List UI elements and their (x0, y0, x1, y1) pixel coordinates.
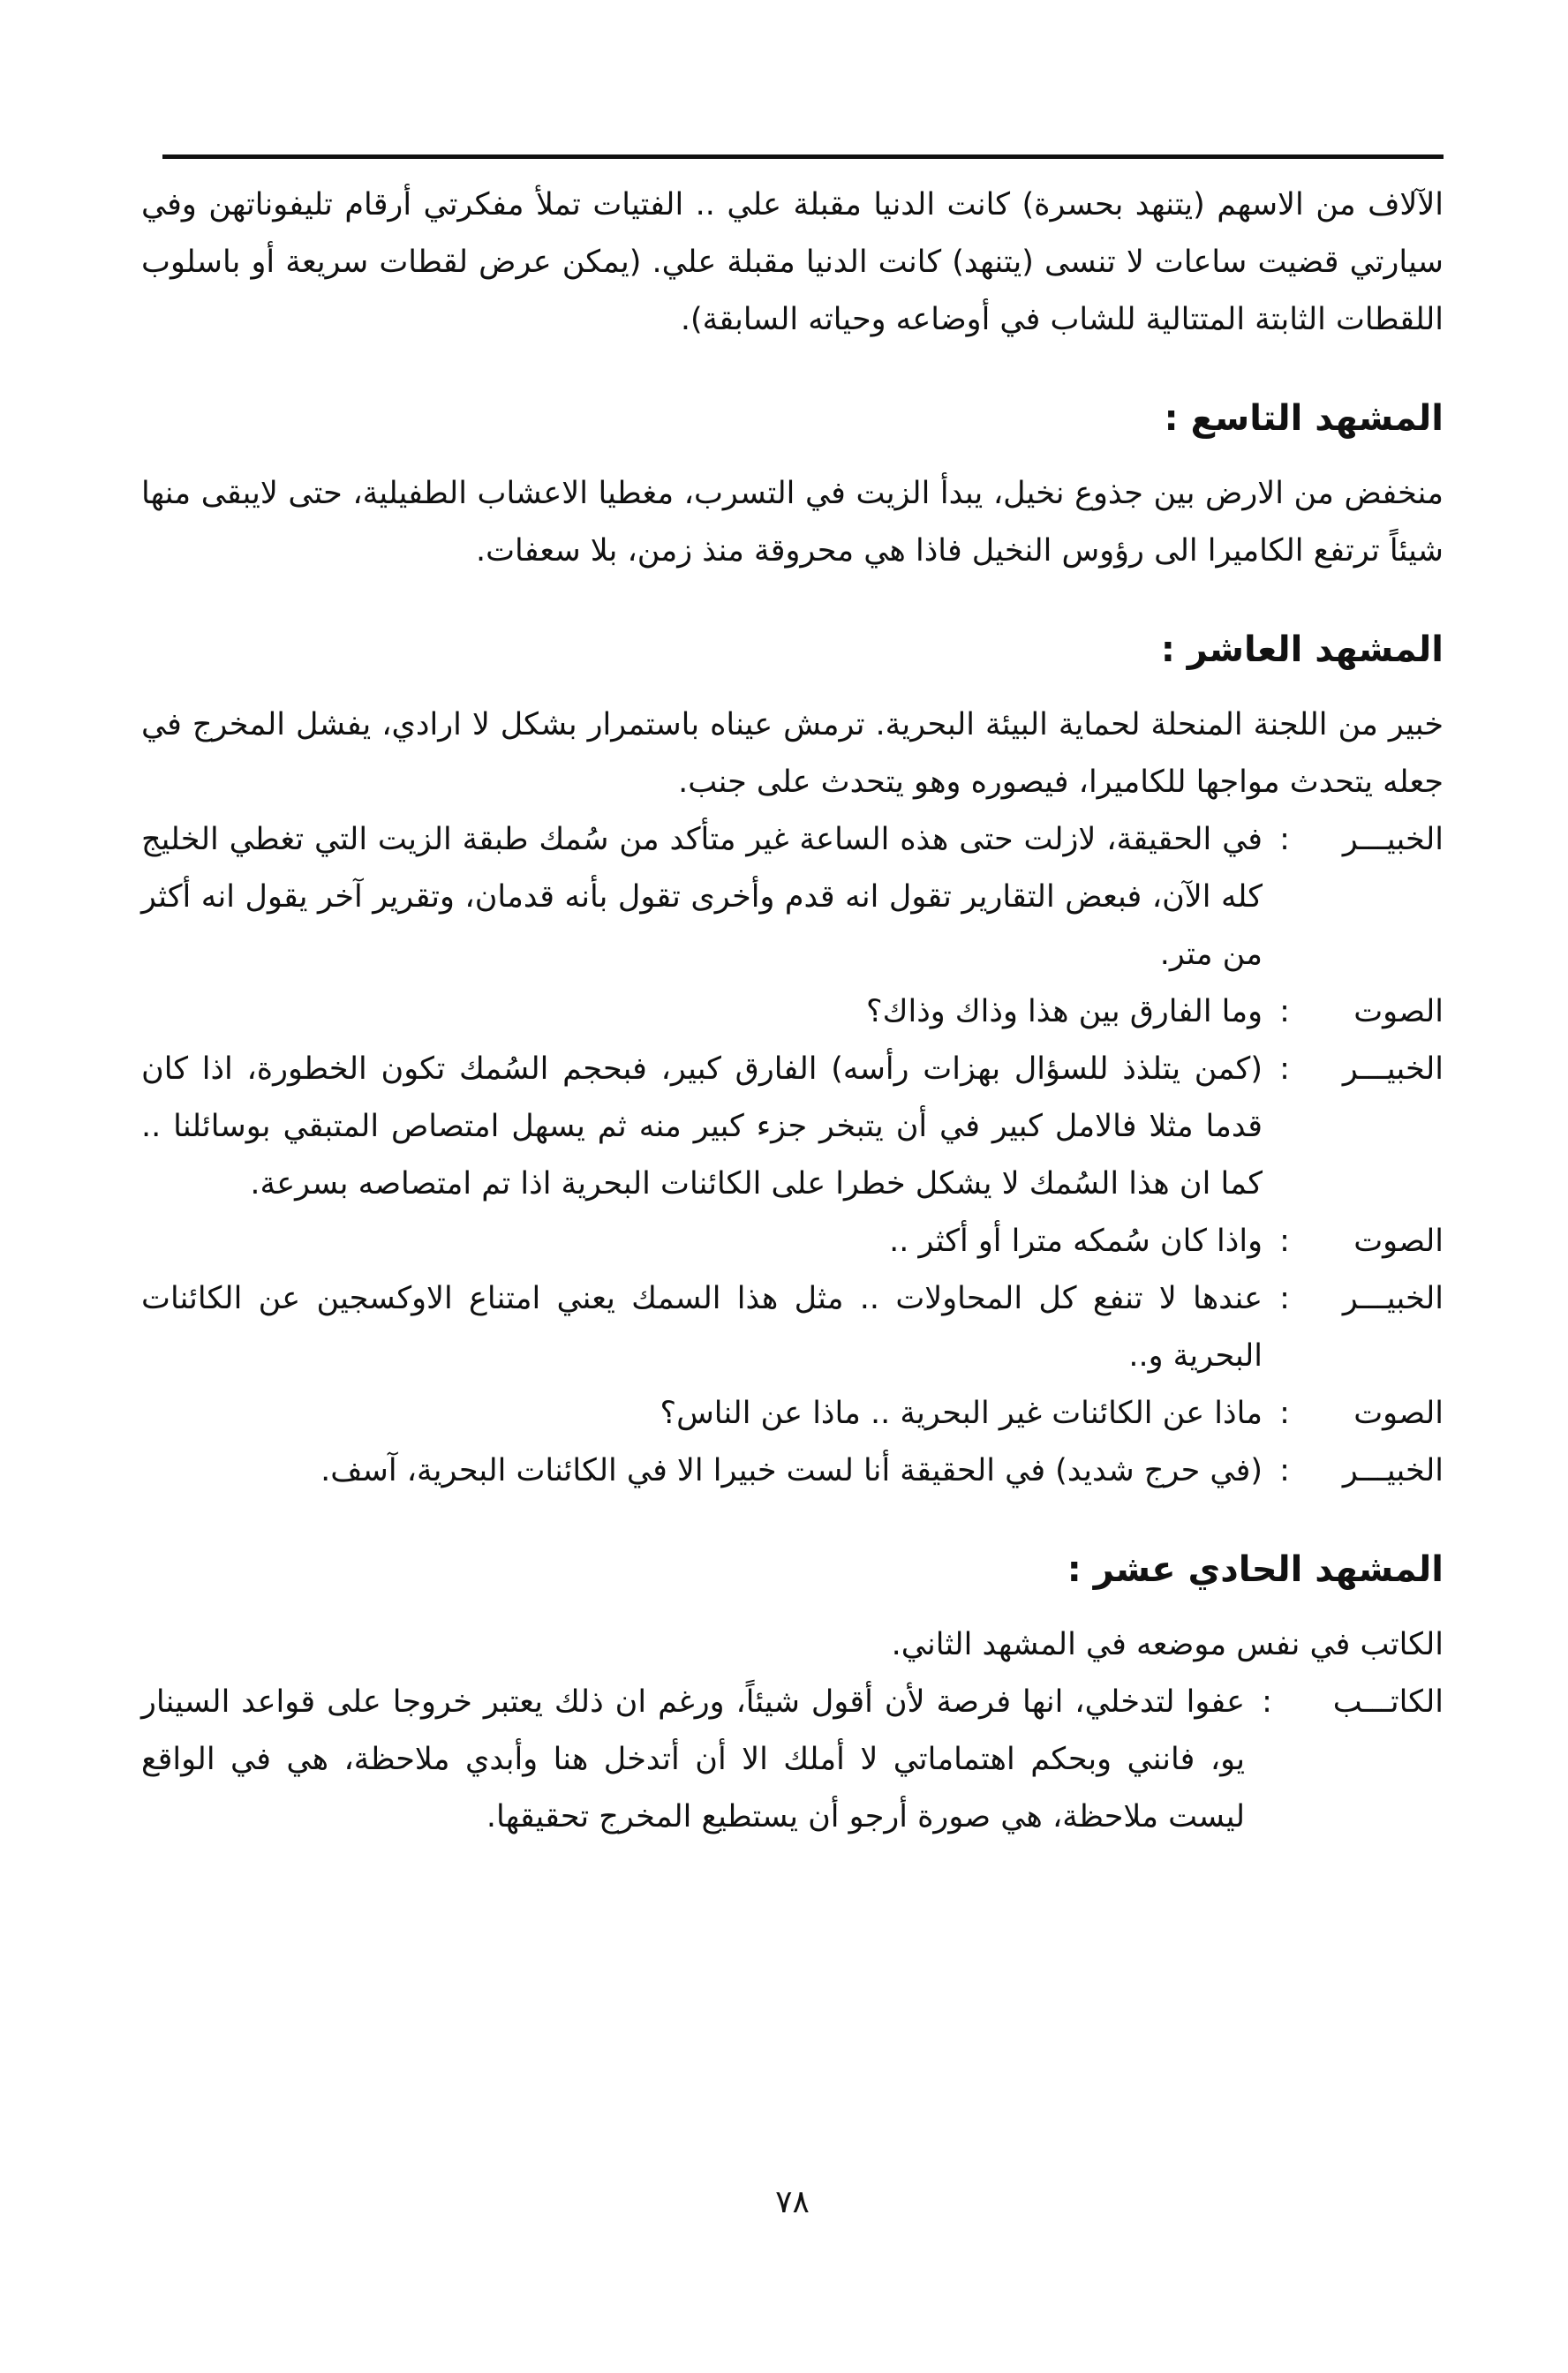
speaker-name: الخبيـــر (1342, 1281, 1444, 1316)
scene-9-heading: المشهد التاسع : (1164, 398, 1444, 439)
speech-text: واذا كان سُمكه مترا أو أكثر .. (889, 1224, 1263, 1259)
speech-text: في الحقيقة، لازلت حتى هذه الساعة غير متأكد من سُمك طبقة الزيت التي تغطي الخليج كله الآن، فبعض التقارير تقول انه قدم وأخرى تقول بأنه قدمان، وتقرير آخر يقول انه أكثر من متر. (141, 822, 1263, 972)
speaker-name: الكاتـــب (1332, 1684, 1444, 1720)
speaker-name: الصوت (1353, 1396, 1444, 1431)
dialogue-line (141, 1213, 1444, 1270)
scene-8-continuation: الآلاف من الاسهم (يتنهد بحسرة) كانت الدنيا مقبلة علي .. الفتيات تملأ مفكرتي أرقام تليفوناتهن وفي سيارتي قضيت ساعات لا تنسى (يتنهد) كانت الدنيا مقبلة علي. (يمكن عرض لقطات سريعة أو باسلوب اللقطات الثابتة المتتالية للشاب في أوضاعه وحياته السابقة). (141, 187, 1444, 337)
speaker-name: الصوت (1353, 994, 1444, 1029)
dialogue-line (141, 811, 1444, 983)
scene-11-heading: المشهد الحادي عشر : (1067, 1549, 1444, 1590)
speaker-colon: : (1279, 994, 1290, 1029)
speaker-name: الخبيـــر (1342, 1453, 1444, 1488)
dialogue-line (141, 1385, 1444, 1443)
speech-text: وما الفارق بين هذا وذاك وذاك؟ (866, 994, 1263, 1029)
page-body (141, 177, 1444, 1846)
speaker-name: الخبيـــر (1342, 1051, 1444, 1087)
page-number: ٧٨ (775, 2184, 810, 2220)
scene-9-text: منخفض من الارض بين جذوع نخيل، يبدأ الزيت في التسرب، مغطيا الاعشاب الطفيلية، حتى لايبقى منها شيئاً ترتفع الكاميرا الى رؤوس النخيل فاذا هي محروقة منذ زمن، بلا سعفات. (141, 476, 1444, 569)
speech-text: عفوا لتدخلي، انها فرصة لأن أقول شيئاً، ورغم ان ذلك يعتبر خروجا على قواعد السينار يو، فانني وبحكم اهتماماتي لا أملك الا أن أتدخل هنا وأبدي ملاحظة، هي في الواقع ليست ملاحظة، هي صورة أرجو أن يستطيع المخرج تحقيقها. (141, 1684, 1245, 1834)
scene-11-intro: الكاتب في نفس موضعه في المشهد الثاني. (891, 1627, 1444, 1662)
speaker-colon: : (1279, 822, 1290, 857)
speech-text: ماذا عن الكائنات غير البحرية .. ماذا عن الناس؟ (660, 1396, 1263, 1431)
speaker-colon: : (1262, 1684, 1272, 1720)
speech-text: عندها لا تنفع كل المحاولات .. مثل هذا السمك يعني امتناع الاوكسجين عن الكائنات البحرية و.. (141, 1281, 1263, 1374)
speech-text: (في حرج شديد) في الحقيقة أنا لست خبيرا الا في الكائنات البحرية، آسف. (320, 1453, 1263, 1488)
dialogue-line (141, 1041, 1444, 1213)
scene-10-heading: المشهد العاشر : (1160, 629, 1444, 670)
speaker-name: الصوت (1353, 1224, 1444, 1259)
dialogue-line (141, 1674, 1444, 1846)
speech-text: (كمن يتلذذ للسؤال بهزات رأسه) الفارق كبير، فبحجم السُمك تكون الخطورة، اذا كان قدما مثلا فالامل كبير في أن يتبخر جزء كبير منه ثم يسهل امتصاص المتبقي بوسائلنا .. كما ان هذا السُمك لا يشكل خطرا على الكائنات البحرية اذا تم امتصاصه بسرعة. (141, 1051, 1263, 1202)
speaker-name: الخبيـــر (1342, 822, 1444, 857)
speaker-colon: : (1279, 1281, 1290, 1316)
dialogue-line (141, 1443, 1444, 1500)
dialogue-line (141, 983, 1444, 1041)
scene-10-intro: خبير من اللجنة المنحلة لحماية البيئة البحرية. ترمش عيناه باستمرار بشكل لا ارادي، يفشل المخرج في جعله يتحدث مواجها للكاميرا، فيصوره وهو يتحدث على جنب. (141, 707, 1444, 800)
top-rule (162, 154, 1444, 159)
speaker-colon: : (1279, 1051, 1290, 1087)
book-page (141, 146, 1444, 2300)
speaker-colon: : (1279, 1453, 1290, 1488)
speaker-colon: : (1279, 1396, 1290, 1431)
speaker-colon: : (1279, 1224, 1290, 1259)
dialogue-line (141, 1270, 1444, 1385)
